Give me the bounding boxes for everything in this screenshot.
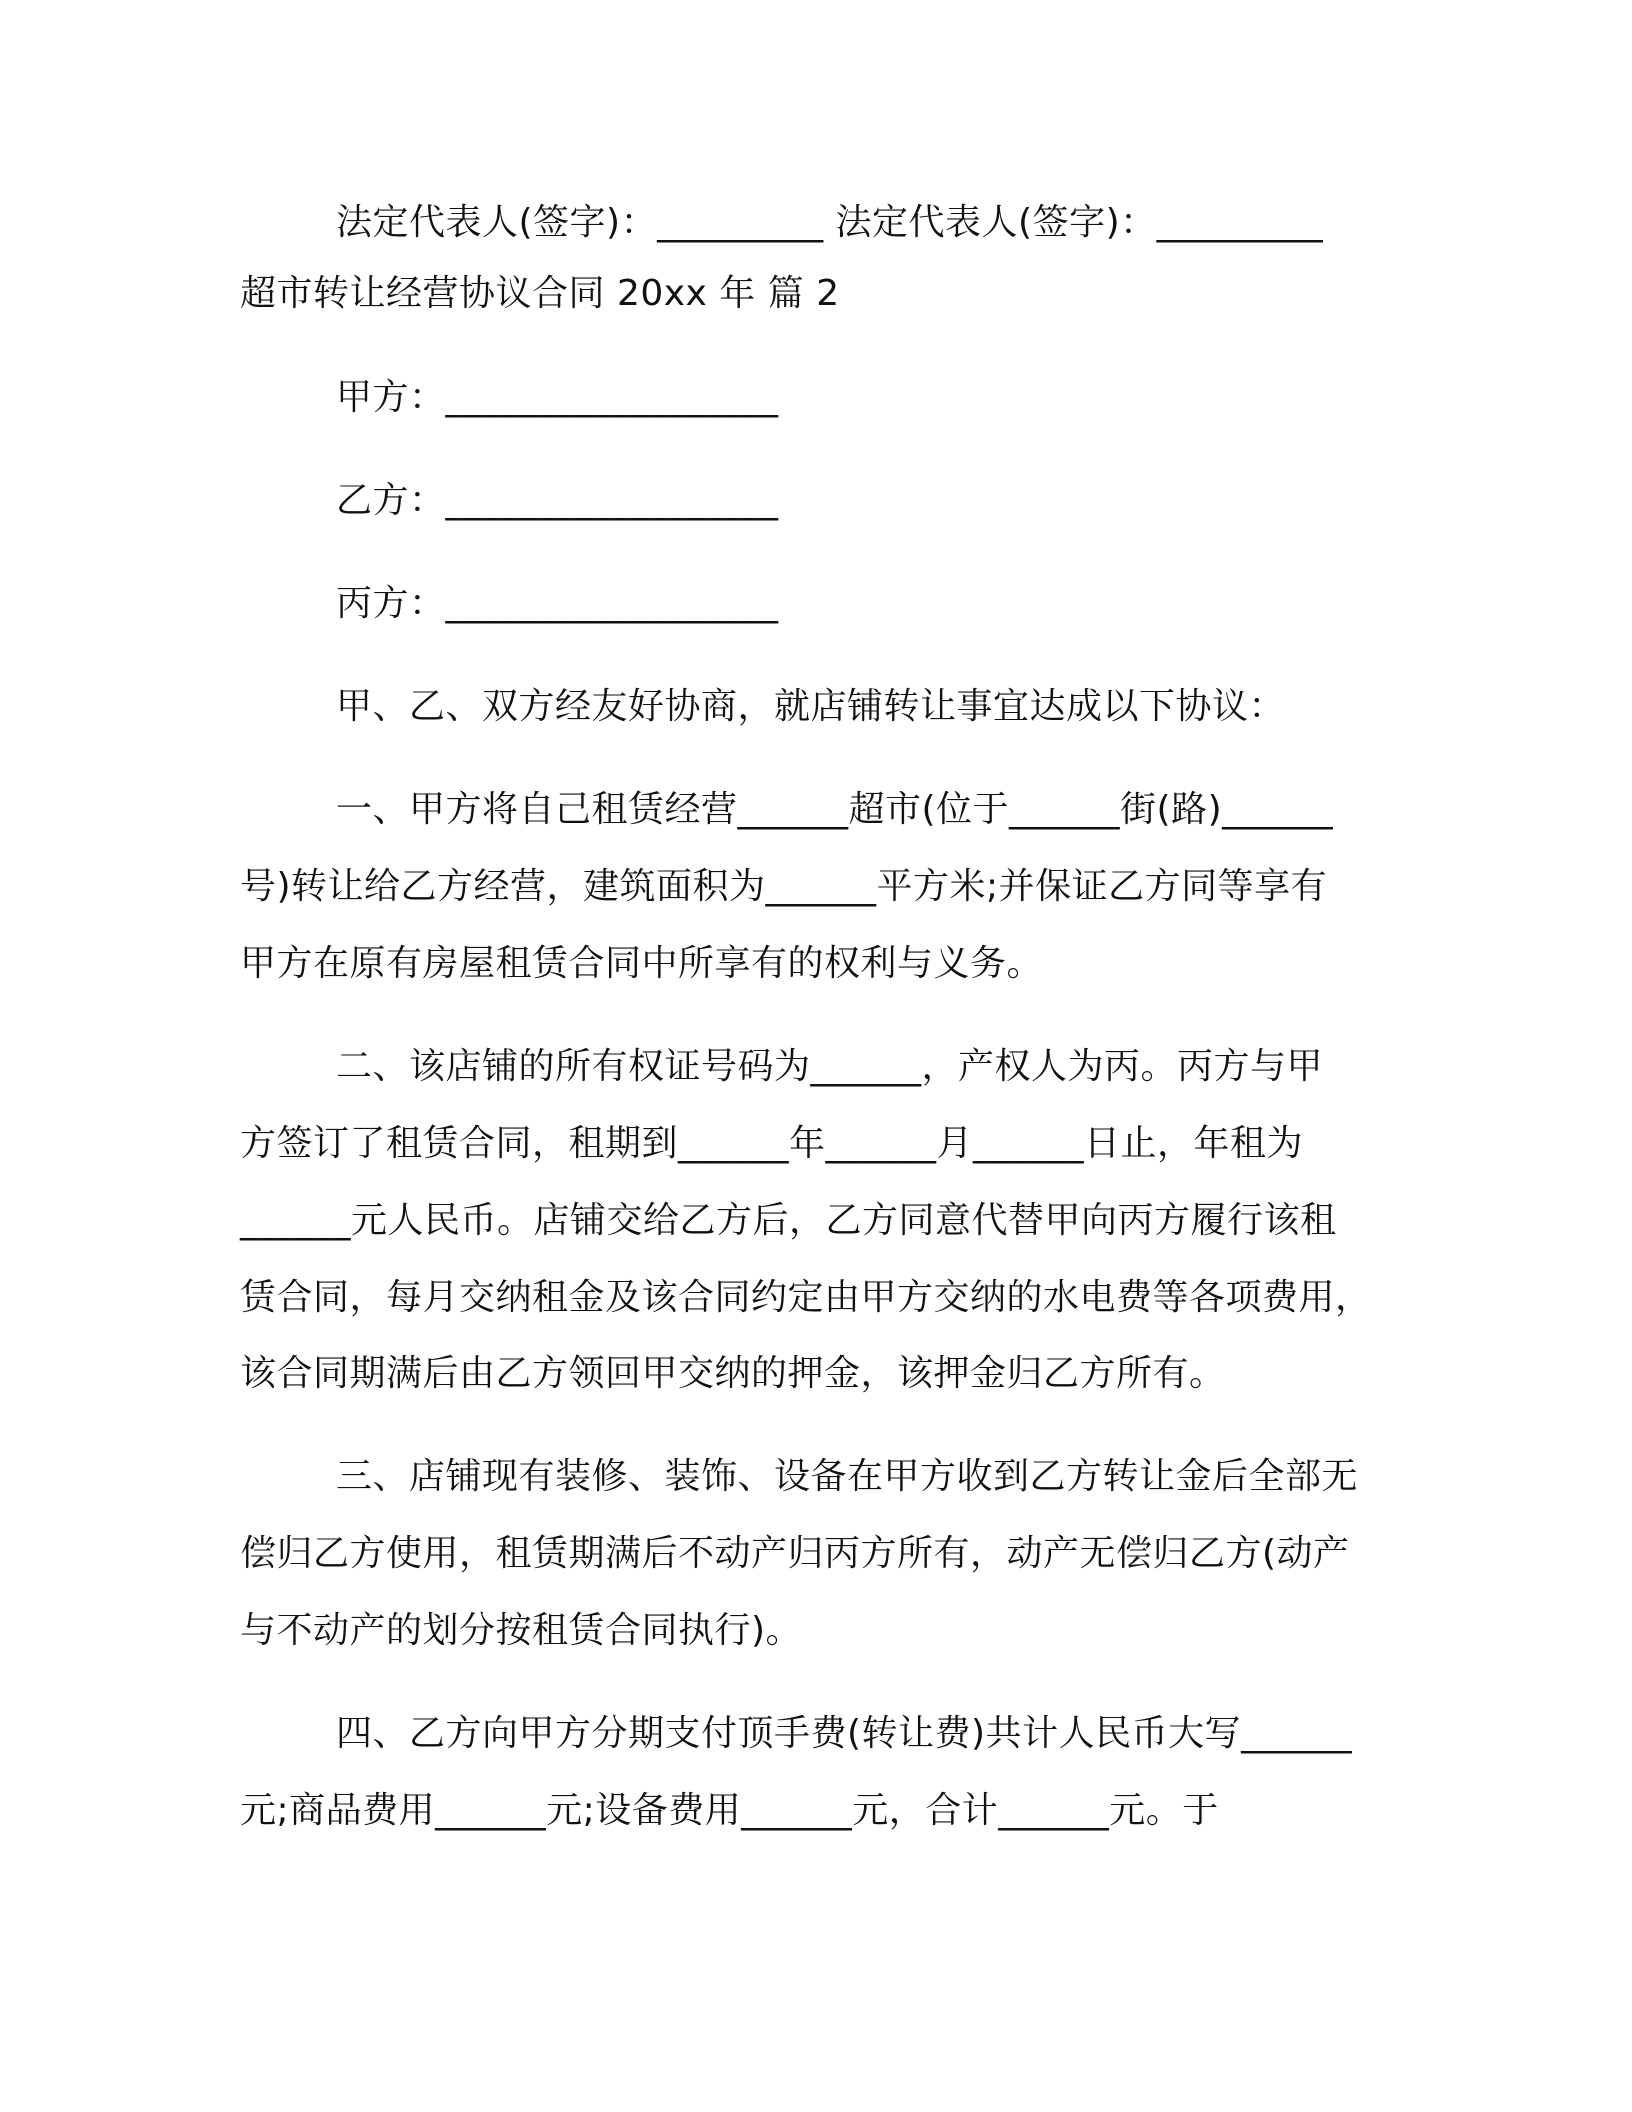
clause-2-line-1: 二、该店铺的所有权证号码为______，产权人为丙。丙方与甲 [336, 1046, 1324, 1087]
clause-3-line-1: 三、店铺现有装修、装饰、设备在甲方收到乙方转让金后全部无 [336, 1456, 1359, 1497]
signature-line: 法定代表人(签字)：_________ 法定代表人(签字)：_________ [336, 202, 1324, 243]
intro-paragraph: 甲、乙、双方经友好协商，就店铺转让事宜达成以下协议： [336, 686, 1286, 727]
clause-2-line-5: 该合同期满后由乙方领回甲交纳的押金，该押金归乙方所有。 [240, 1353, 1226, 1394]
clause-3-line-3: 与不动产的划分按租赁合同执行)。 [240, 1610, 803, 1651]
party-a-line: 甲方：__________________ [336, 377, 779, 418]
clause-2-line-4: 赁合同，每月交纳租金及该合同约定由甲方交纳的水电费等各项费用， [240, 1277, 1372, 1318]
clause-1-line-3: 甲方在原有房屋租赁合同中所享有的权利与义务。 [240, 943, 1044, 984]
clause-4-line-2: 元;商品费用______元;设备费用______元，合计______元。于 [240, 1790, 1219, 1831]
clause-4-line-1: 四、乙方向甲方分期支付顶手费(转让费)共计人民币大写______ [336, 1713, 1353, 1754]
document-title: 超市转让经营协议合同 20xx 年 篇 2 [240, 273, 840, 314]
party-c-line: 丙方：__________________ [336, 583, 779, 624]
clause-2-line-3: ______元人民币。店铺交给乙方后，乙方同意代替甲向丙方履行该租 [240, 1200, 1337, 1241]
clause-2-line-2: 方签订了租赁合同，租期到______年______月______日止，年租为 [240, 1123, 1304, 1164]
clause-1-line-2: 号)转让给乙方经营，建筑面积为______平方米;并保证乙方同等享有 [240, 866, 1328, 907]
clause-1-line-1: 一、甲方将自己租赁经营______超市(位于______街(路)______ [336, 789, 1334, 830]
clause-3-line-2: 偿归乙方使用，租赁期满后不动产归丙方所有，动产无偿归乙方(动产 [240, 1533, 1350, 1574]
party-b-line: 乙方：__________________ [336, 480, 779, 521]
